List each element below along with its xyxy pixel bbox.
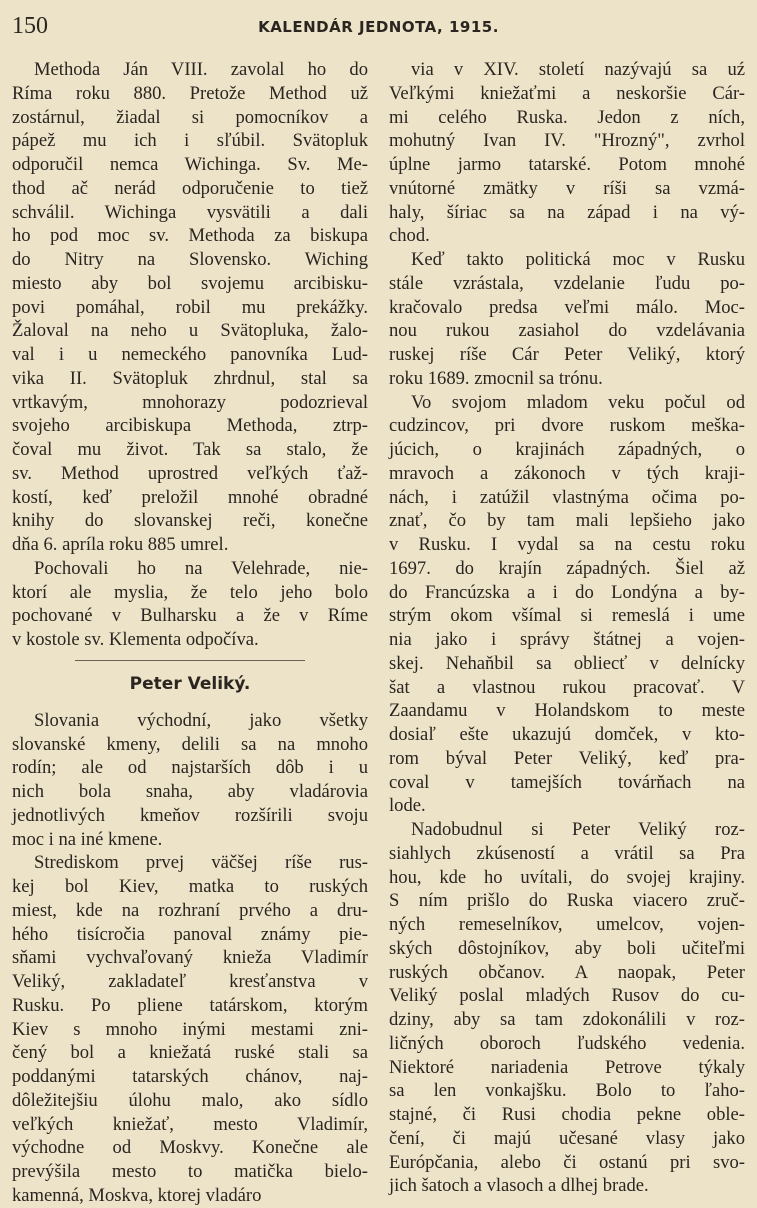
text-line: val i u nemeckého panovníka Lud-	[12, 344, 368, 365]
text-line: šat a vlastnou rukou pracovať. V	[389, 676, 745, 698]
text-line: ruskej ríše Cár Peter Veliký, ktorý	[389, 344, 745, 365]
page-header	[12, 8, 745, 46]
text-line: via v XIV. století nazývajú sa uź	[411, 59, 745, 80]
text-line: dziny, aby sa tam zdokonálili v roz-	[389, 1009, 745, 1030]
text-line: nách, i zatúžil vlastnýma očima po-	[389, 486, 745, 508]
paragraph	[389, 391, 745, 819]
text-line: Veliký poslal mladých Rusov do cu-	[389, 985, 745, 1007]
text-line: stále vzrástala, vzdelanie ľudu po-	[389, 272, 745, 294]
text-line: Európčania, alebo či ostanú pri svo-	[389, 1151, 745, 1173]
text-line: svojeho arcibiskupa Methoda, ztrp-	[12, 415, 368, 437]
section-divider	[75, 660, 305, 661]
text-line: poddanými tatarských chánov, naj-	[12, 1066, 368, 1087]
text-line: mi celého Ruska. Jedon z ních,	[389, 106, 745, 128]
text-line: Methoda Ján VIII. zavolal ho do	[34, 59, 368, 80]
text-line: cudzincov, pri dvore ruskom meška-	[389, 415, 745, 437]
text-line: stajné, či Rusi chodia pekne oble-	[389, 1104, 745, 1125]
text-line: Slovania východní, jako všetky	[34, 709, 368, 731]
text-line: jich šatoch a vlasoch a dlhej brade.	[389, 1175, 649, 1197]
text-line: roku 1689. zmocnil sa trónu.	[389, 367, 603, 389]
text-line: odporučil nemca Wichinga. Sv. Me-	[12, 154, 368, 175]
text-line: hého tisícročia panoval známy pie-	[12, 923, 368, 945]
text-line: ských dôstojníkov, aby boli učiteľmi	[389, 937, 745, 959]
text-line: siahlych zkúseností a vrátil sa Pra	[389, 842, 745, 864]
paragraph	[389, 248, 745, 391]
text-line: ktorí ale myslia, že telo jeho bolo	[12, 581, 368, 603]
text-line: coval v tamejších továrňach na	[389, 771, 745, 793]
text-line: miest, kde na rozhraní prvého a dru-	[12, 899, 368, 921]
text-line: Pochovali ho na Velehrade, nie-	[34, 557, 368, 579]
text-line: 1697. do krajín západných. Šiel až	[389, 557, 745, 579]
text-line: čení, či majú učesané vlasy jako	[389, 1127, 745, 1149]
text-line: pochované v Bulharsku a že v Ríme	[12, 605, 368, 627]
text-line: veľkých kniežať, mesto Vladimír,	[12, 1113, 368, 1135]
text-line: zostárnul, žiadal si pomocníkov a	[12, 106, 368, 128]
text-line: chod.	[389, 225, 430, 247]
text-line: hou, kde ho uvítali, do svojej krajiny.	[389, 866, 745, 888]
text-line: čoval mu život. Tak sa stalo, že	[12, 439, 368, 460]
text-line: strým okom všímal si remeslá i ume	[389, 605, 745, 627]
text-line: slovanské kmeny, delili sa na mnoho	[12, 733, 368, 755]
paragraph	[12, 709, 368, 852]
text-line: Strediskom prvej väčšej ríše rus-	[34, 852, 368, 874]
text-line: sv. Method uprostred veľkých ťaž-	[12, 462, 368, 484]
text-line: kostí, keď preložil mnohé obradné	[12, 486, 368, 508]
text-line: rodín; ale od najstarších dôb i u	[12, 757, 368, 779]
text-line: ho pod moc sv. Methoda za biskupa	[12, 225, 368, 247]
text-line: dňa 6. apríla roku 885 umrel.	[12, 534, 229, 555]
page-number: 150	[12, 13, 48, 39]
text-line: znať, čo by tam mali lepšieho jako	[389, 510, 745, 532]
text-columns	[12, 58, 745, 1206]
text-line: pápež mu ich i sľúbil. Svätopluk	[12, 130, 368, 152]
text-line: Veľkými kniežaťmi a neskoršie Cár-	[389, 82, 745, 104]
text-line: Niektoré nariadenia Petrove týkaly	[389, 1056, 745, 1078]
text-line: do Nitry na Slovensko. Wiching	[12, 249, 368, 270]
text-line: S ním prišlo do Ruska viacero zruč-	[389, 890, 745, 912]
paragraph	[12, 851, 368, 1207]
text-line: mravoch a zákonoch v tých kraji-	[389, 462, 745, 484]
text-line: kamenná, Moskva, ktorej vladáro	[12, 1184, 262, 1206]
text-line: v kostole sv. Klementa odpočíva.	[12, 629, 259, 650]
text-line: Zaandamu v Holandskom to meste	[389, 700, 745, 722]
text-line: kej bol Kiev, matka to ruských	[12, 876, 368, 897]
text-line: do Francúzska a i do Londýna a by-	[389, 581, 745, 603]
running-head: KALENDÁR JEDNOTA, 1915.	[258, 18, 499, 36]
text-line: moc i na iné kmene.	[12, 828, 163, 850]
text-line: Kiev s mnoho inými mestami zni-	[12, 1018, 368, 1040]
text-line: miesto aby bol svojemu arcibisku-	[12, 272, 368, 294]
text-line: Ríma roku 880. Pretože Method už	[12, 82, 368, 104]
text-line: dôležitejšiu úlohu malo, ako sídlo	[12, 1089, 368, 1111]
section-heading: Peter Veliký.	[129, 673, 251, 694]
text-line: sa len vonkajšku. Bolo to ľaho-	[389, 1080, 745, 1102]
text-line: schválil. Wichinga vysvätili a dali	[12, 201, 368, 223]
text-line: východne od Moskvy. Konečne ale	[12, 1137, 368, 1159]
text-line: vrtkavým, mnohorazy podozrieval	[12, 391, 368, 413]
text-line: dosiaľ ešte ukazujú domček, v kto-	[389, 724, 745, 745]
paragraph	[389, 818, 745, 1198]
text-line: Žaloval na neho u Svätopluka, žalo-	[12, 320, 368, 342]
text-line: nia jako i správy štátnej a vojen-	[389, 629, 745, 650]
left-column	[12, 58, 368, 1208]
text-line: ných remeselníkov, umelcov, vojen-	[389, 914, 745, 935]
text-line: úplne jarmo tatarské. Potom mnohé	[389, 154, 745, 175]
text-line: Vo svojom mladom veku počul od	[411, 391, 745, 413]
text-line: knihy do slovanskej reči, konečne	[12, 510, 368, 532]
text-line: júcich, o krajinách západných, o	[389, 439, 745, 460]
text-line: povi pomáhal, robil mu prekážky.	[12, 296, 368, 318]
text-line: Rusku. Po pliene tatárskom, ktorým	[12, 994, 368, 1016]
paragraph	[12, 557, 368, 652]
text-line: lode.	[389, 795, 426, 817]
text-line: Nadobudnul si Peter Veliký roz-	[411, 819, 745, 840]
text-line: Veliký, zakladateľ kresťanstva v	[12, 971, 368, 992]
right-column	[389, 58, 745, 1198]
text-line: kračovalo predsa veľmi málo. Moc-	[389, 296, 745, 318]
paragraph	[12, 58, 368, 557]
text-line: ličných oboroch ľudského vedenia.	[389, 1032, 745, 1054]
text-line: nou rukou zasiahol do vzdelávania	[389, 320, 745, 342]
text-line: v Rusku. I vydal sa na cestu roku	[389, 534, 745, 555]
text-line: nich bola snaha, aby vladárovia	[12, 781, 368, 802]
text-line: sňami vychvaľovaný knieža Vladimír	[12, 947, 368, 969]
text-line: čený bol a kniežatá ruské stali sa	[12, 1042, 368, 1064]
text-line: prevýšila mesto to matička bielo-	[12, 1161, 368, 1182]
text-line: rom býval Peter Veliký, keď pra-	[389, 747, 745, 769]
text-line: haly, šíriac sa na západ i na vý-	[389, 201, 745, 223]
paragraph	[389, 58, 745, 248]
text-line: skej. Nehaňbil sa obliecť v delnícky	[389, 652, 745, 674]
text-line: mohutný Ivan IV. "Hrozný", zvrhol	[389, 130, 745, 152]
text-line: Keď takto politická moc v Rusku	[411, 249, 745, 270]
text-line: vnútorné zmätky v ríši sa vzmá-	[389, 177, 745, 199]
text-line: ruských občanov. A naopak, Peter	[389, 961, 745, 983]
text-line: vika II. Svätopluk zhrdnul, stal sa	[12, 367, 368, 389]
text-line: jednotlivých kmeňov rozšírili svoju	[12, 804, 368, 826]
text-line: thod ač nerád odporučenie to tiež	[12, 177, 368, 199]
